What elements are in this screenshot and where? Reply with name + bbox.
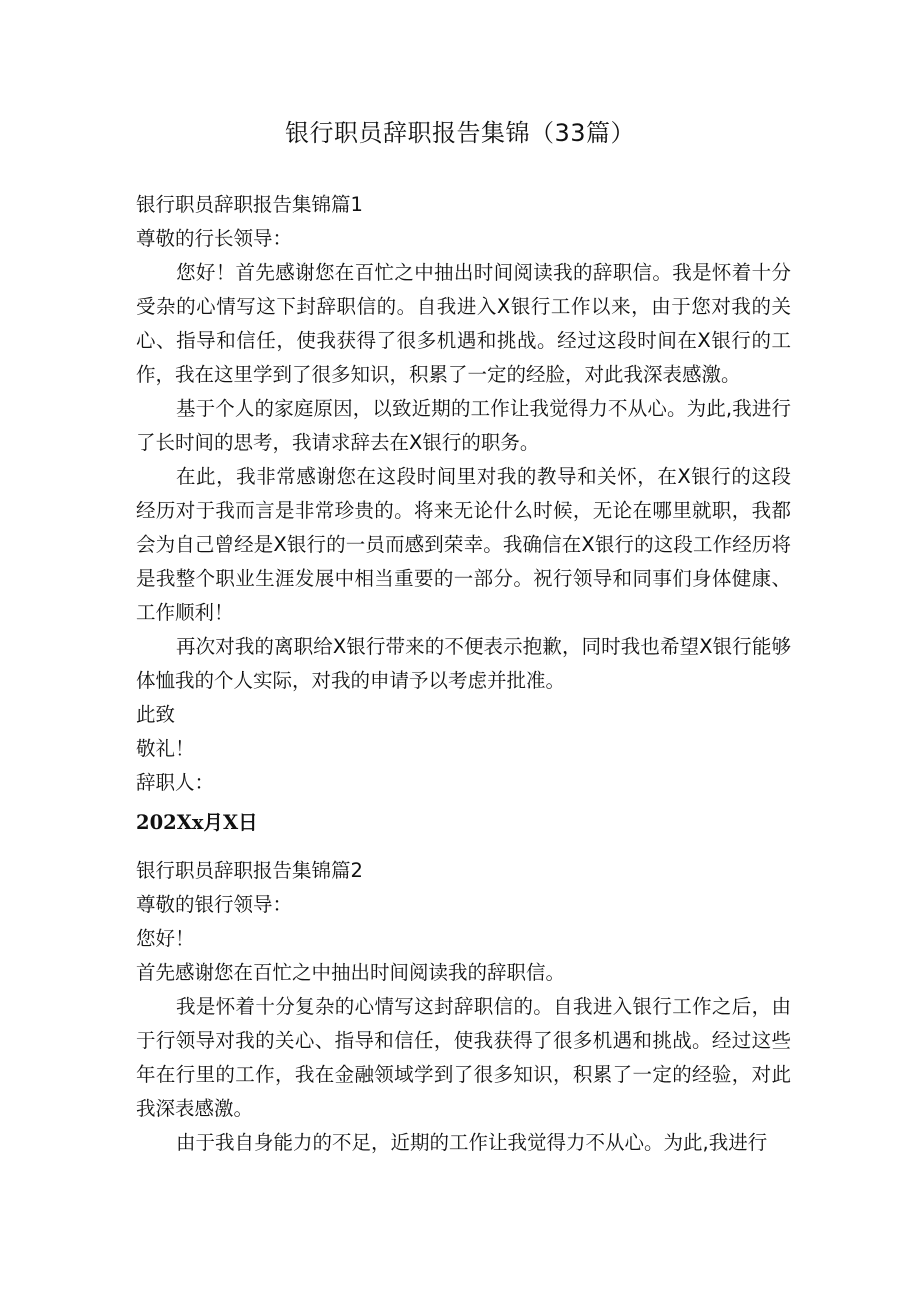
paragraph: 您好！首先感谢您在百忙之中抽出时间阅读我的辞职信。我是怀着十分受杂的心情写这下封辞职信的。自我进入X银行工作以来，由于您对我的关心、指导和信任，使我获得了很多机遇和挑战。经过这段时间在X银行的工作，我在这里学到了很多知识，积累了一定的经脸，对此我深表感激。 (136, 261, 791, 386)
paragraph: 我是怀着十分复杂的心情写这封辞职信的。自我进入银行工作之后，由于行领导对我的关心、指导和信任，使我获得了很多机遇和挑战。经过这些年在行里的工作，我在金融领域学到了很多知识，积累了一定的经验，对此我深表感激。 (136, 995, 791, 1120)
salutation: 尊敬的行长领导： (136, 227, 293, 250)
signature-line: 辞职人： (136, 771, 215, 794)
closing-line: 敬礼！ (136, 737, 195, 760)
paragraph: 在此，我非常感谢您在这段时间里对我的教导和关怀，在X银行的这段经历对于我而言是非常珍贵的。将来无论什么时候，无论在哪里就职，我都会为自己曾经是X银行的一员而感到荣幸。我确信在X银行的这段工作经历将是我整个职业生涯发展中相当重要的一部分。祝行领导和同事们身体健康、工作顺利！ (136, 465, 791, 624)
document-body (136, 188, 791, 1160)
letter-heading-1: 银行职员辞职报告集锦篇1 (136, 193, 363, 216)
date-line: 202Xx月X日 (136, 811, 258, 834)
salutation: 尊敬的银行领导： (136, 893, 293, 916)
paragraph: 基于个人的家庭原因，以致近期的工作让我觉得力不从心。为此,我进行了长时间的思考，我请求辞去在X银行的职务。 (136, 397, 791, 454)
paragraph: 再次对我的离职给X银行带来的不便表示抱歉，同时我也希望X银行能够体恤我的个人实际，对我的申请予以考虑并批准。 (136, 635, 791, 692)
greeting-line: 您好！ (136, 927, 195, 950)
document-title: 银行职员辞职报告集锦（33篇） (284, 119, 636, 147)
closing-line: 此致 (136, 703, 176, 726)
letter-heading-2: 银行职员辞职报告集锦篇2 (136, 859, 363, 882)
paragraph: 首先感谢您在百忙之中抽出时间阅读我的辞职信。 (136, 961, 566, 984)
paragraph: 由于我自身能力的不足，近期的工作让我觉得力不从心。为此,我进行 (176, 1131, 768, 1154)
